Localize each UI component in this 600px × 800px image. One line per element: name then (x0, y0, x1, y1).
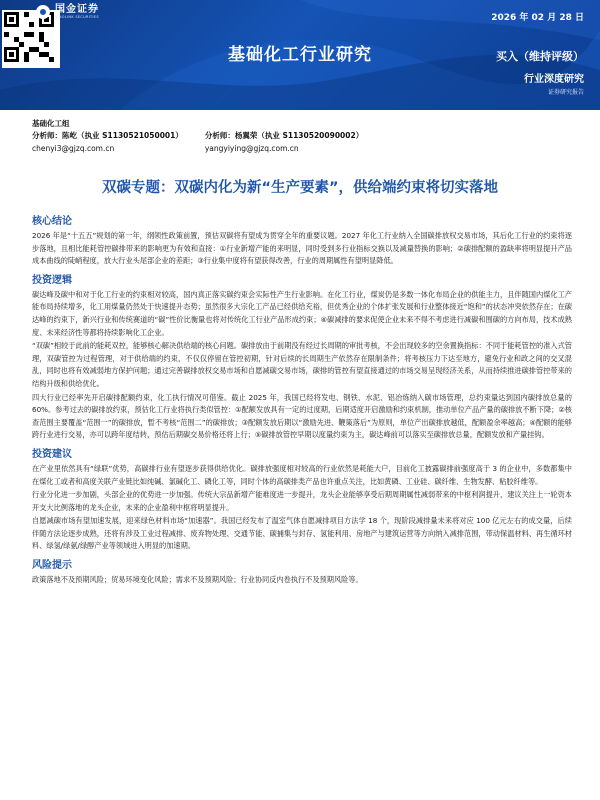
report-type: 行业深度研究 (524, 74, 584, 85)
paragraph: 在产业里依然具有“绿联”优势，高碳排行业有望逐步获得供给优化。碳排放强度相对较高的行业依然是耗能大户，目前化工披露碳排前强度高于 3 的企业中，多数都集中在煤化工或者和高度关联产业链比如纯碱、氯碱化工、磷化工等，同时个体的高碳排类产品也许重点关注，比如黄磷、工业硅、碳纤维、生物发酵、粘胶纤维等。 (32, 463, 572, 486)
company-logo (36, 5, 99, 20)
analyst-name: 分析师：杨翼荣（执业 S1130520090002） (204, 131, 364, 140)
logo-icon (36, 5, 50, 19)
report-body (32, 212, 572, 590)
logo-name: 国金证券 (55, 4, 99, 15)
analyst-2 (205, 130, 363, 153)
section-investment-advice (32, 445, 572, 553)
section-investment-logic (32, 271, 572, 442)
paragraph: 四大行业已经率先开启碳排配额约束，化工执行情况可借鉴。截止 2025 年，我国已经将发电、钢铁、水泥、铝冶炼纳入碳市场管理，总约束量达到国内碳排放总量的 60%。参考过去的碳排放约束，预估化工行业将执行类似管控：①配额发放具有一定的过度期，后期适度开启激励和约束机制，推动单位产品产量的碳排放不断下降；②核查范围主要覆盖“范围一”的碳排放，暂不考核“范围二”的碳排放；③配额发放后期以“激励先进、鞭策落后”为原则，单位产出碳排放越低，配额盈余率越高；④配额的能够跨行业进行交易，亦可以跨年度结转，预估后期碳交易价格还将上行；⑤碳排放管控早期以度量约束为主，碳达峰前可以落实至碳排放总量，配额发放和产量挂钩。 (32, 392, 572, 440)
analyst-email[interactable]: yangyiying@gjzq.com.cn (204, 144, 299, 153)
paragraph: 碳达峰及碳中和对于化工行业的约束相对较高，国内真正落实碳约束会实际性产生行业影响。在化工行业，煤炭仍是多数一体化布局企业的供能主力，且伴随国内煤化工产能布局持续增多，化工用煤量仍然处于快速提升态势；虽然很多大宗化工产品已经供给充裕，但优秀企业的个体扩张发展和行业整体接近“饱和”的状态冲突依然存在；在碳达峰的约束下，新兴行业和传统赛道的“碳”性价比衡量也将对传统化工行业产品形成约束；④碳减排的要求促使企业未来不得不考虑进行减碳和围碳的方向布局，技术成熟度、未来经济性等都将持续影响化工企业。 (32, 289, 572, 337)
analyst-1 (32, 130, 183, 153)
banner-title: 基础化工行业研究 (228, 45, 372, 65)
section-heading: 投资逻辑 (32, 274, 72, 286)
paragraph: “双碳”相较于此前的能耗双控，能够核心解决供给端的核心问题。碳排放由于前期没有经过长周期的审批考核，不会出现较多的空余置换指标：不同于能耗管控的准入式管理，双碳管控为过程管理，对于供给端的约束，不仅仅停留在管控初期，针对后续的长周期生产依然存在限制条件；将考核压力下达至地方，避免行业和政之间的交叉混乱，同时也将有效减弱地方保护问题；通过完善碳排放权交易市场和自愿减碳交易市场，碳排的管控有望直接通过的市场交易呈现经济关系，从而持续推进碳排管控带来的结构升级和供给优化。 (32, 341, 572, 388)
analyst-email[interactable]: chenyi3@gjzq.com.cn (32, 144, 115, 153)
logo-english-name: SINOLINK SECURITIES (55, 15, 99, 19)
section-heading: 投资建议 (32, 448, 72, 460)
section-risk-warning (32, 556, 572, 587)
report-subtype: 证券研究报告 (547, 89, 584, 96)
analyst-name: 分析师：陈屹（执业 S1130521050001） (32, 131, 183, 140)
header-banner (0, 0, 600, 110)
analyst-block (32, 130, 363, 153)
report-date: 2026 年 02 月 28 日 (491, 13, 584, 23)
report-title: 双碳专题：双碳内化为新“生产要素”，供给端约束将切实落地 (101, 180, 499, 196)
section-heading: 核心结论 (32, 216, 72, 227)
section-heading: 风险提示 (32, 560, 72, 572)
paragraph: 政策落地不及预期风险；贸易环境变化风险；需求不及预期风险；行业协同反内卷执行不及预期风险等。 (32, 575, 363, 585)
paragraph: 行业分化进一步加剧，头部企业的优势进一步加强。传统大宗品新增产能难度进一步提升，龙头企业能够享受后期周期属性减弱带来的中枢利润提升，建议关注上一轮资本开支大比例落地的龙头企业，未来的企业盈利中枢将明显提升。 (32, 490, 572, 512)
paragraph: 2026 年是“十五五”规划的第一年，纲领性政策前置，预估双碳将有望成为贯穿全年的重要议题。2027 年化工行业纳入全国碳排放权交易市场，其后化工行业的约束将逐步落地，且相比能耗管控碳排带来的影响更为有效和直接：①行业新增产能的来明显，同时受到多行业指标交换以及减量替换的影响；②碳排配额的盈缺率将明显提升产品成本曲线的陡峭程度，放大行业头尾部企业的差距；③行业集中度将有望获得改善，行业的周期属性有望明显降低。 (32, 231, 572, 266)
section-core-conclusion (32, 212, 572, 268)
rating-badge: 买入（维持评级） (496, 50, 584, 63)
paragraph: 自愿减碳市场有望加速发展，迎来绿色材料市场“加速器”。我国已经发布了温室气体自愿减排项目方法学 18 个，现阶段减排量未来将对应 100 亿元左右的成交量，后续伴随方法论逐步成熟，还将有涉及工业过程减排、废弃物处理、交通节能、碳捕集与封存、氢能利用、房地产与建筑运营等方向纳入减排范围，带动保温材料、再生循环材料、绿氢/绿氨/绿醇产业等领域进入明显的加速期。 (32, 516, 572, 551)
category-label: 基础化工组 (32, 119, 70, 128)
